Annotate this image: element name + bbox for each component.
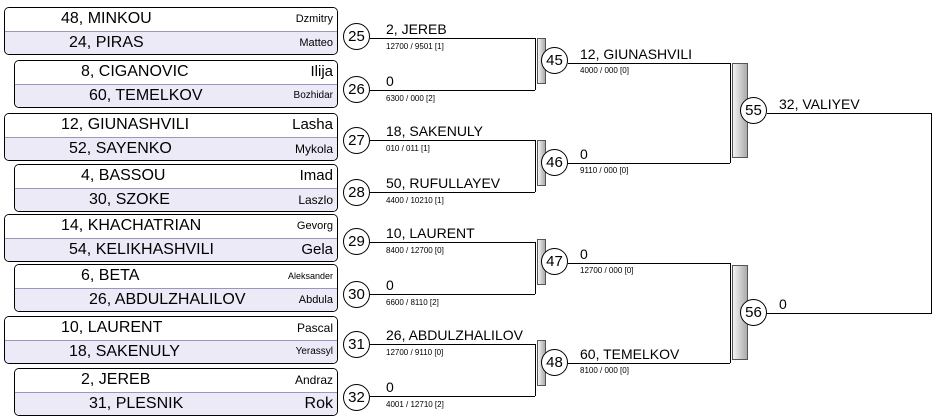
- match-number-bubble[interactable]: 26: [343, 76, 370, 103]
- player-name: 10, LAURENT: [61, 319, 163, 336]
- winner-name: 26, ABDULZHALILOV: [386, 327, 523, 343]
- player-name: 52, SAYENKO: [69, 140, 172, 157]
- player-given-name: Gevorg: [296, 220, 333, 232]
- bracket-line: [370, 396, 535, 397]
- player-name: 31, PLESNIK: [89, 395, 184, 412]
- bracket-line: [767, 313, 932, 314]
- player-row-top[interactable]: [15, 265, 337, 288]
- match-card[interactable]: [4, 214, 338, 262]
- bracket-line: [370, 294, 535, 295]
- player-row-top[interactable]: [5, 114, 337, 137]
- player-row-bottom[interactable]: [15, 288, 337, 311]
- match-number-bubble[interactable]: 55: [740, 97, 767, 124]
- player-name: 8, CIGANOVIC: [81, 63, 189, 80]
- match-card[interactable]: [14, 60, 338, 108]
- winner-name: 10, LAURENT: [386, 225, 475, 241]
- bracket-line: [370, 90, 535, 91]
- match-number-bubble[interactable]: 48: [541, 349, 568, 376]
- player-given-name: Rok: [304, 395, 333, 412]
- winner-name: 0: [580, 246, 588, 262]
- winner-name: 12, GIUNASHVILI: [580, 46, 693, 62]
- player-name: 18, SAKENULY: [69, 343, 180, 360]
- match-number-bubble[interactable]: 25: [343, 23, 370, 50]
- player-given-name: Andraz: [294, 373, 333, 387]
- player-given-name: Abdula: [298, 294, 333, 306]
- player-row-top[interactable]: [5, 215, 337, 238]
- bracket-line: [535, 344, 536, 396]
- match-number-bubble[interactable]: 29: [343, 228, 370, 255]
- player-row-bottom[interactable]: [15, 84, 337, 107]
- match-score: 12700 / 9110 [0]: [386, 348, 444, 357]
- bracket-line: [370, 140, 535, 141]
- player-given-name: Gela: [301, 241, 333, 258]
- bracket-line: [370, 38, 535, 39]
- player-given-name: Imad: [299, 167, 333, 184]
- player-row-bottom[interactable]: [5, 340, 337, 363]
- match-number-bubble[interactable]: 30: [343, 281, 370, 308]
- player-row-top[interactable]: [15, 165, 337, 188]
- player-given-name: Yerassyl: [295, 346, 333, 357]
- winner-name: 50, RUFULLAYEV: [386, 175, 501, 191]
- match-score: 9110 / 000 [0]: [580, 166, 629, 175]
- match-score: 12700 / 000 [0]: [580, 266, 634, 275]
- bracket-line: [931, 113, 932, 313]
- winner-name: 60, TEMELKOV: [580, 346, 680, 362]
- player-row-top[interactable]: [15, 369, 337, 392]
- bracket-line: [370, 242, 535, 243]
- bracket-line: [535, 242, 536, 294]
- player-name: 6, BETA: [81, 267, 140, 284]
- player-row-bottom[interactable]: [5, 238, 337, 261]
- match-card[interactable]: [4, 316, 338, 364]
- bracket-line: [535, 38, 536, 90]
- match-card[interactable]: [14, 368, 338, 416]
- player-name: 14, KHACHATRIAN: [61, 217, 202, 234]
- match-number-bubble[interactable]: 31: [343, 331, 370, 358]
- match-number-bubble[interactable]: 32: [343, 384, 370, 411]
- player-given-name: Aleksander: [287, 271, 333, 281]
- winner-name: 0: [386, 277, 394, 293]
- winner-name: 0: [386, 379, 394, 395]
- bracket-line: [767, 113, 932, 114]
- match-number-bubble[interactable]: 27: [343, 127, 370, 154]
- player-row-bottom[interactable]: [15, 188, 337, 211]
- winner-name: 2, JEREB: [386, 21, 447, 37]
- match-score: 6600 / 8110 [2]: [386, 298, 439, 307]
- match-number-bubble[interactable]: 28: [343, 179, 370, 206]
- match-number-bubble[interactable]: 46: [541, 149, 568, 176]
- winner-name: 32, VALIYEV: [779, 96, 860, 112]
- player-given-name: Ilija: [310, 63, 333, 80]
- player-row-bottom[interactable]: [5, 137, 337, 160]
- player-row-top[interactable]: [15, 61, 337, 84]
- bracket-line: [370, 344, 535, 345]
- match-card[interactable]: [4, 113, 338, 161]
- player-given-name: Matteo: [299, 37, 333, 49]
- player-name: 12, GIUNASHVILI: [61, 116, 190, 133]
- player-name: 54, KELIKHASHVILI: [69, 241, 214, 258]
- match-score: 4001 / 12710 [2]: [386, 400, 444, 409]
- match-score: 4000 / 000 [0]: [580, 66, 629, 75]
- match-number-bubble[interactable]: 45: [541, 47, 568, 74]
- player-name: 24, PIRAS: [69, 34, 144, 51]
- match-score: 8100 / 000 [0]: [580, 366, 629, 375]
- player-name: 60, TEMELKOV: [89, 87, 203, 104]
- player-row-top[interactable]: [5, 8, 337, 31]
- winner-name: 0: [580, 146, 588, 162]
- match-score: 4400 / 10210 [1]: [386, 196, 444, 205]
- bracket-line: [568, 363, 730, 364]
- player-given-name: Mykola: [294, 142, 333, 156]
- player-name: 26, ABDULZHALILOV: [89, 291, 246, 308]
- match-number-bubble[interactable]: 47: [541, 248, 568, 275]
- bracket-line: [568, 263, 730, 264]
- player-given-name: Dzmitry: [295, 13, 333, 25]
- player-given-name: Pascal: [296, 321, 333, 335]
- match-score: 010 / 011 [1]: [386, 144, 430, 153]
- match-number-bubble[interactable]: 56: [740, 299, 767, 326]
- player-row-bottom[interactable]: [5, 31, 337, 54]
- match-card[interactable]: [14, 264, 338, 312]
- winner-name: 0: [386, 73, 394, 89]
- bracket-line: [730, 263, 731, 363]
- match-score: 6300 / 000 [2]: [386, 94, 435, 103]
- match-score: 12700 / 9501 [1]: [386, 42, 444, 51]
- player-name: 4, BASSOU: [81, 167, 166, 184]
- bracket-line: [730, 63, 731, 163]
- player-name: 2, JEREB: [81, 371, 151, 388]
- player-given-name: Laszlo: [298, 193, 333, 207]
- bracket-line: [370, 192, 535, 193]
- match-score: 8400 / 12700 [0]: [386, 246, 444, 255]
- winner-name: 0: [779, 296, 787, 312]
- player-name: 48, MINKOU: [61, 10, 152, 27]
- winner-name: 18, SAKENULY: [386, 123, 484, 139]
- match-card[interactable]: [14, 164, 338, 212]
- bracket-line: [568, 63, 730, 64]
- bracket-line: [568, 163, 730, 164]
- player-name: 30, SZOKE: [89, 191, 170, 208]
- player-row-bottom[interactable]: [15, 392, 337, 415]
- player-given-name: Lasha: [292, 116, 333, 133]
- player-row-top[interactable]: [5, 317, 337, 340]
- match-card[interactable]: [4, 7, 338, 55]
- player-given-name: Bozhidar: [293, 90, 333, 101]
- bracket-line: [535, 140, 536, 192]
